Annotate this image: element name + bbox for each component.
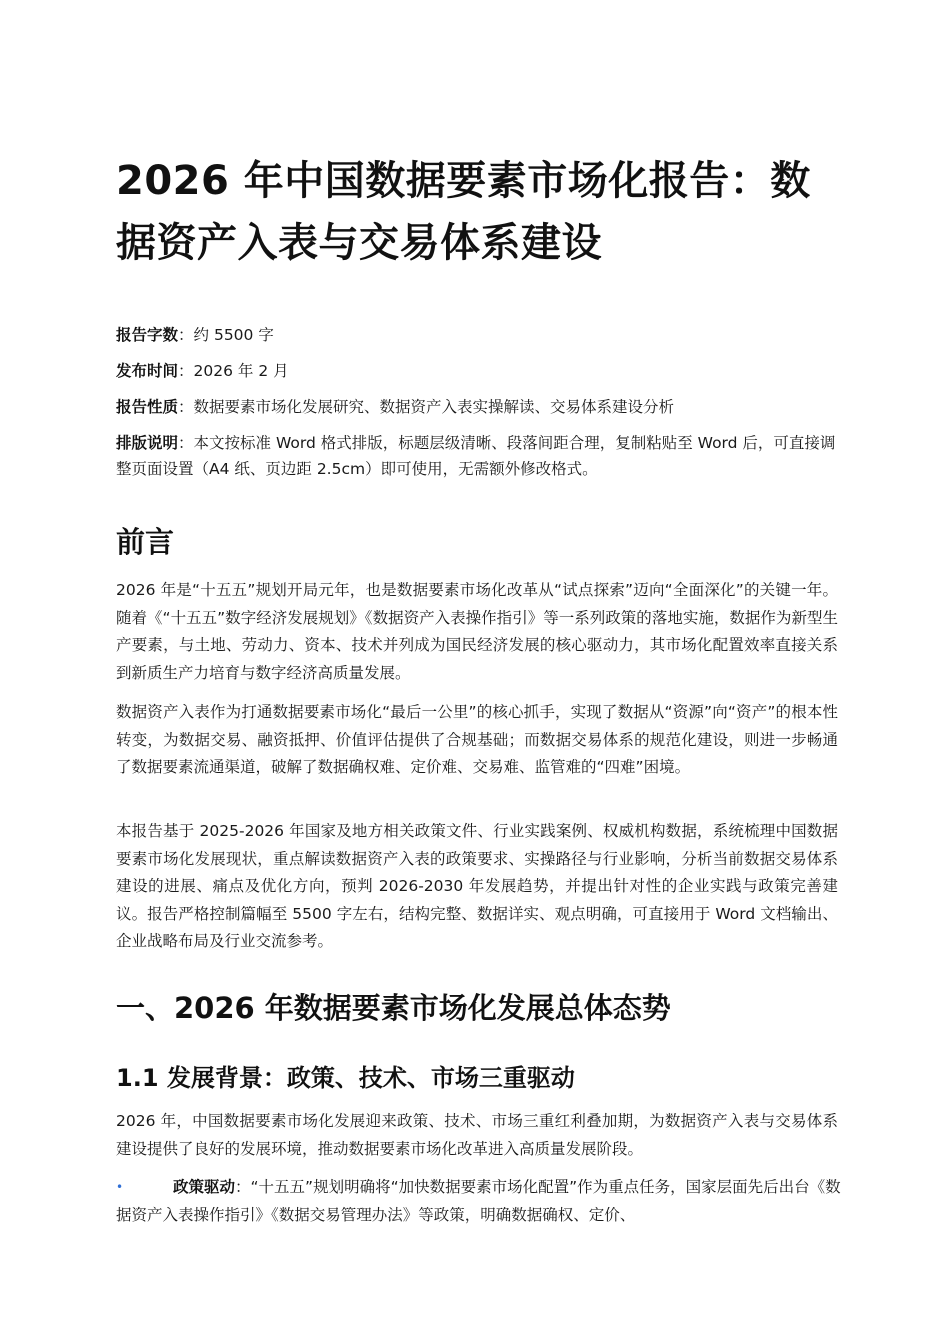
meta-key: 报告字数 — [116, 326, 179, 344]
preface-paragraph-2: 数据资产入表作为打通数据要素市场化“最后一公里”的核心抓手，实现了数据从“资源”向“资产”的根本性转变，为数据交易、融资抵押、价值评估提供了合规基础；而数据交易体系的规范化建设，则进一步畅通了数据要素流通渠道，破解了数据确权难、定价难、交易难、监管难的“四难”困境。 — [116, 703, 838, 776]
meta-value: 约 5500 字 — [193, 326, 274, 344]
report-meta — [116, 322, 846, 492]
bullet-icon: • — [116, 1180, 124, 1194]
meta-value: 本文按标准 Word 格式排版，标题层级清晰、段落间距合理，复制粘贴至 Word 后，可直接调整页面设置（A4 纸、页边距 2.5cm）即可使用，无需额外修改格式。 — [116, 434, 836, 478]
meta-publish-date — [116, 358, 846, 384]
section-1-1-paragraph: 2026 年，中国数据要素市场化发展迎来政策、技术、市场三重红利叠加期，为数据资产入表与交易体系建设提供了良好的发展环境，推动数据要素市场化改革进入高质量发展阶段。 — [116, 1112, 838, 1158]
meta-report-nature — [116, 394, 846, 420]
meta-sep: ： — [178, 362, 194, 380]
bullet-key: 政策驱动 — [173, 1178, 236, 1196]
meta-value: 2026 年 2 月 — [193, 362, 289, 380]
meta-sep: ： — [178, 326, 194, 344]
report-title: 2026 年中国数据要素市场化报告：数据资产入表与交易体系建设 — [116, 158, 811, 266]
meta-word-count — [116, 322, 846, 348]
meta-sep: ： — [178, 398, 194, 416]
meta-sep: ： — [178, 434, 194, 452]
meta-key: 排版说明 — [116, 434, 179, 452]
preface-paragraph-1: 2026 年是“十五五”规划开局元年，也是数据要素市场化改革从“试点探索”迈向“全面深化”的关键一年。随着《“十五五”数字经济发展规划》《数据资产入表操作指引》等一系列政策的落地实施，数据作为新型生产要素，与土地、劳动力、资本、技术并列成为国民经济发展的核心驱动力，其市场化配置效率直接关系到新质生产力培育与数字经济高质量发展。 — [116, 581, 838, 682]
meta-layout-note — [116, 430, 846, 482]
section-1-1-heading: 1.1 发展背景：政策、技术、市场三重驱动 — [116, 1064, 575, 1092]
meta-key: 报告性质 — [116, 398, 179, 416]
bullet-policy-driver — [116, 1174, 846, 1229]
preface-paragraph-3: 本报告基于 2025-2026 年国家及地方相关政策文件、行业实践案例、权威机构数据，系统梳理中国数据要素市场化发展现状，重点解读数据资产入表的政策要求、实操路径与行业影响，分析当前数据交易体系建设的进展、痛点及优化方向，预判 2026-2030 年发展趋势，并提出针对性的企业实践与政策完善建议。报告严格控制篇幅至 5500 字左右，结构完整、数据详实、观点明确，可直接用于 Word 文档输出、企业战略布局及行业交流参考。 — [116, 822, 838, 950]
preface-heading: 前言 — [116, 525, 175, 559]
bullet-sep: ： — [235, 1178, 251, 1196]
meta-key: 发布时间 — [116, 362, 179, 380]
meta-value: 数据要素市场化发展研究、数据资产入表实操解读、交易体系建设分析 — [193, 398, 675, 416]
bullet-text: “十五五”规划明确将“加快数据要素市场化配置”作为重点任务，国家层面先后出台《数据资产入表操作指引》《数据交易管理办法》等政策，明确数据确权、定价、 — [116, 1178, 841, 1224]
section-1-heading: 一、2026 年数据要素市场化发展总体态势 — [116, 991, 671, 1025]
